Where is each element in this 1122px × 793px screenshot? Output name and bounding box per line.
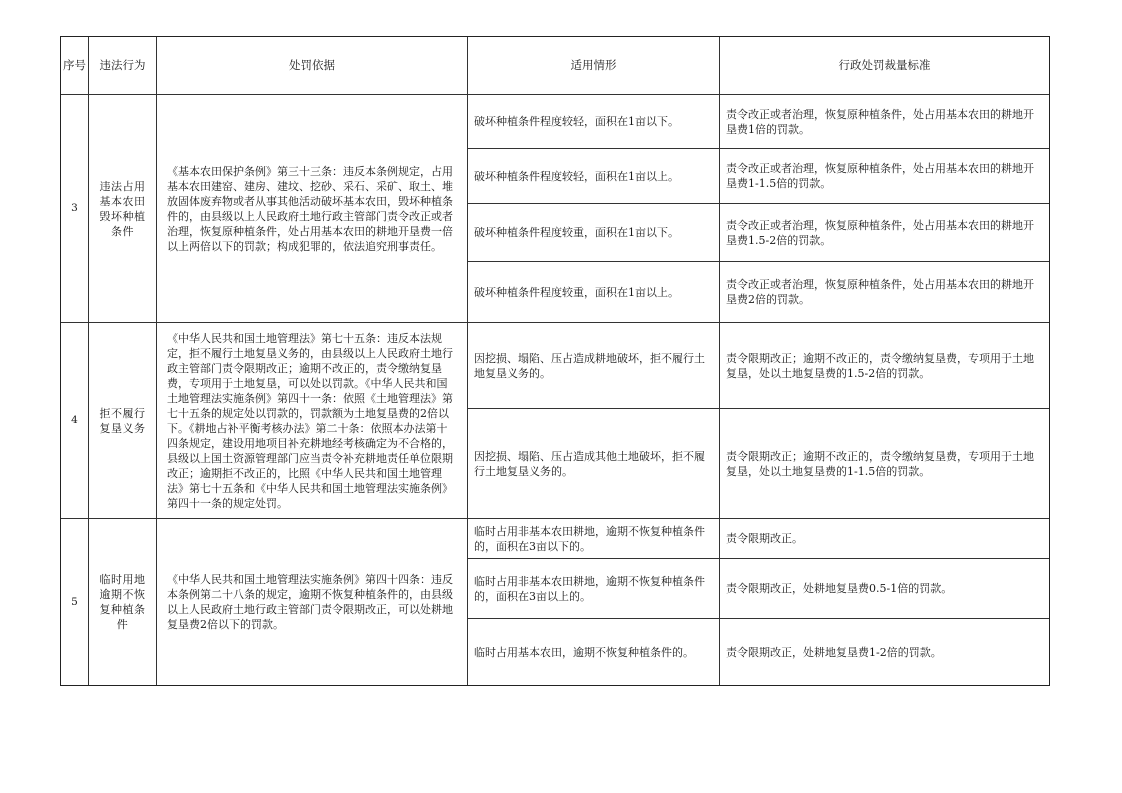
- row-3-violation: 违法占用基本农田毁坏种植条件: [89, 95, 157, 323]
- row-4-violation: 拒不履行复垦义务: [89, 323, 157, 519]
- row-5-violation: 临时用地逾期不恢复种植条件: [89, 519, 157, 685]
- row-3-situation-4: 破坏种植条件程度较重，面积在1亩以上。: [468, 262, 720, 323]
- row-5-situation-1: 临时占用非基本农田耕地，逾期不恢复种植条件的，面积在3亩以下的。: [468, 519, 720, 559]
- penalty-standard-table: [60, 36, 1050, 686]
- row-5-situation-3: 临时占用基本农田，逾期不恢复种植条件的。: [468, 619, 720, 685]
- row-4-standard-2: 责令限期改正；逾期不改正的，责令缴纳复垦费，专项用于土地复垦，处以土地复垦费的1-1.5倍的罚款。: [720, 409, 1049, 519]
- row-5-situation-2: 临时占用非基本农田耕地，逾期不恢复种植条件的，面积在3亩以上的。: [468, 559, 720, 619]
- row-4-situation-1: 因挖损、塌陷、压占造成耕地破坏，拒不履行土地复垦义务的。: [468, 323, 720, 409]
- row-3-situation-2: 破坏种植条件程度较轻，面积在1亩以上。: [468, 149, 720, 204]
- row-3-penalty-basis: 《基本农田保护条例》第三十三条：违反本条例规定，占用基本农田建窑、建房、建坟、挖砂、采石、采矿、取土、堆放固体废弃物或者从事其他活动破坏基本农田，毁坏种植条件的，由县级以上人民政府土地行政主管部门责令改正或者治理，恢复原种植条件，处占用基本农田的耕地开垦费一倍以上两倍以下的罚款；构成犯罪的，依法追究刑事责任。: [157, 95, 468, 323]
- row-5-standard-2: 责令限期改正，处耕地复垦费0.5-1倍的罚款。: [720, 559, 1049, 619]
- row-5-standard-1: 责令限期改正。: [720, 519, 1049, 559]
- header-violation: 违法行为: [89, 37, 157, 95]
- header-applicable-situation: 适用情形: [468, 37, 720, 95]
- row-3-standard-3: 责令改正或者治理，恢复原种植条件，处占用基本农田的耕地开垦费1.5-2倍的罚款。: [720, 204, 1049, 262]
- row-4-serial-number: 4: [61, 323, 89, 519]
- row-5-serial-number: 5: [61, 519, 89, 685]
- header-penalty-basis: 处罚依据: [157, 37, 468, 95]
- header-serial-number: 序号: [61, 37, 89, 95]
- row-3-situation-3: 破坏种植条件程度较重，面积在1亩以下。: [468, 204, 720, 262]
- header-discretion-standard: 行政处罚裁量标准: [720, 37, 1049, 95]
- row-5-standard-3: 责令限期改正，处耕地复垦费1-2倍的罚款。: [726, 645, 942, 659]
- row-5-penalty-basis: 《中华人民共和国土地管理法实施条例》第四十四条：违反本条例第二十八条的规定，逾期不恢复种植条件的，由县级以上人民政府土地行政主管部门责令限期改正，可以处耕地复垦费2倍以下的罚款。: [157, 519, 468, 685]
- row-3-standard-1: 责令改正或者治理，恢复原种植条件，处占用基本农田的耕地开垦费1倍的罚款。: [720, 95, 1049, 149]
- row-3-standard-2: 责令改正或者治理，恢复原种植条件，处占用基本农田的耕地开垦费1-1.5倍的罚款。: [720, 149, 1049, 204]
- row-4-standard-1: 责令限期改正；逾期不改正的，责令缴纳复垦费，专项用于土地复垦，处以土地复垦费的1.5-2倍的罚款。: [720, 323, 1049, 409]
- row-4-situation-2: 因挖损、塌陷、压占造成其他土地破坏，拒不履行土地复垦义务的。: [468, 409, 720, 519]
- row-3-serial-number: 3: [61, 95, 89, 323]
- row-3-standard-4: 责令改正或者治理，恢复原种植条件，处占用基本农田的耕地开垦费2倍的罚款。: [720, 262, 1049, 323]
- row-4-penalty-basis: 《中华人民共和国土地管理法》第七十五条：违反本法规定，拒不履行土地复垦义务的，由县级以上人民政府土地行政主管部门责令限期改正；逾期不改正的，责令缴纳复垦费，专项用于土地复垦，可以处以罚款。《中华人民共和国土地管理法实施条例》第四十一条：依照《土地管理法》第七十五条的规定处以罚款的，罚款额为土地复垦费的2倍以下。《耕地占补平衡考核办法》第二十条：依照本办法第十四条规定，建设用地项目补充耕地经考核确定为不合格的，县级以上国土资源管理部门应当责令补充耕地责任单位限期改正；逾期拒不改正的，比照《中华人民共和国土地管理法》第七十五条和《中华人民共和国土地管理法实施条例》第四十一条的规定处罚。: [157, 323, 468, 519]
- row-3-situation-1: 破坏种植条件程度较轻，面积在1亩以下。: [468, 95, 720, 149]
